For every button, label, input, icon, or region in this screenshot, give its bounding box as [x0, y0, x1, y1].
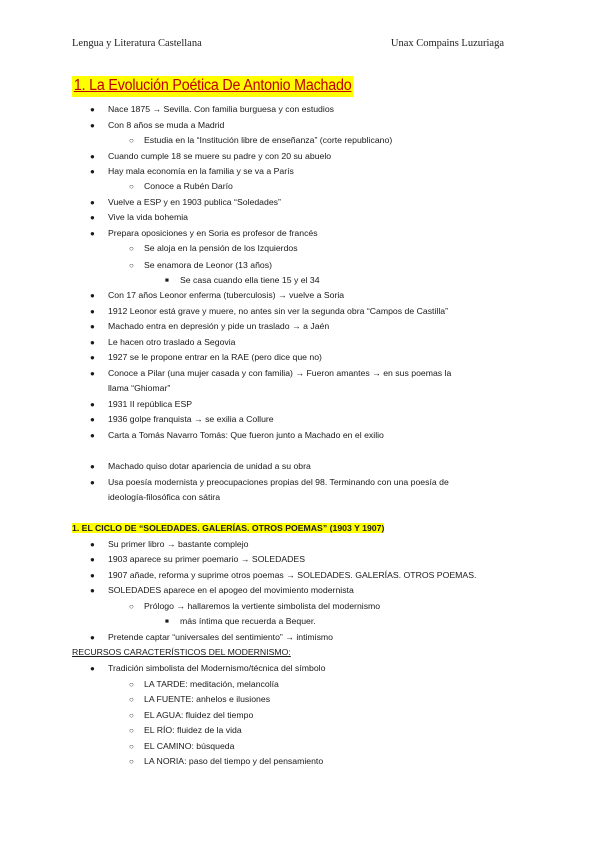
list-item: [165, 616, 316, 627]
bullet-icon: ○: [129, 757, 134, 766]
list-item: [90, 430, 384, 441]
list-item-text: 1931 II república ESP: [108, 399, 193, 409]
bullet-icon: ○: [129, 136, 134, 145]
subsection-heading: [72, 647, 291, 658]
list-item: [129, 710, 254, 721]
list-item: [90, 461, 311, 472]
list-item: [90, 368, 452, 379]
bullet-icon: ●: [90, 167, 95, 176]
list-item: [129, 243, 298, 254]
list-item-text: Machado entra en depresión y pide un traslado → a Jaén: [108, 321, 330, 331]
list-item: [90, 414, 274, 425]
list-item-text: Su primer libro → bastante complejo: [108, 539, 249, 549]
list-item: [90, 212, 189, 223]
list-item-text: EL CAMINO: búsqueda: [144, 741, 235, 751]
list-item-text: LA FUENTE: anhelos e ilusiones: [144, 694, 271, 704]
list-item: [90, 352, 322, 363]
bullet-icon: ●: [90, 198, 95, 207]
list-item: [90, 321, 330, 332]
bullet-icon: ●: [90, 540, 95, 549]
list-item: [165, 275, 320, 286]
header-author: Unax Compains Luzuriaga: [390, 38, 504, 49]
bullet-icon: ○: [129, 726, 134, 735]
document-title: 1. La Evolución Poética De Antonio Machado: [72, 76, 353, 97]
bullet-icon: ●: [90, 322, 95, 331]
bullet-icon: ●: [90, 213, 95, 222]
list-item: [90, 632, 334, 643]
list-item: [90, 104, 334, 115]
list-item: [108, 492, 220, 503]
bullet-icon: ●: [90, 571, 95, 580]
list-item-text: 1927 se le propone entrar en la RAE (pero dice que no): [108, 352, 322, 362]
list-item: [90, 228, 318, 239]
list-item: [90, 585, 354, 596]
list-item: [129, 181, 233, 192]
list-item-text: Conoce a Rubén Darío: [144, 181, 233, 191]
section-heading: [72, 523, 384, 534]
list-item-text: EL RÍO: fluidez de la vida: [144, 725, 242, 735]
list-item-text: 1912 Leonor está grave y muere, no antes sin ver la segunda obra “Campos de Castilla”: [108, 306, 448, 316]
bullet-icon: ●: [90, 152, 95, 161]
list-item: [108, 383, 170, 394]
bullet-icon: ●: [90, 369, 95, 378]
bullet-icon: ●: [90, 586, 95, 595]
bullet-icon: ●: [90, 291, 95, 300]
list-item: [90, 554, 306, 565]
list-item-text: Pretende captar “universales del sentimiento” → intimismo: [108, 632, 334, 642]
list-item-text: Se enamora de Leonor (13 años): [144, 260, 272, 270]
list-item-text: ideología-filosófica con sátira: [108, 492, 221, 502]
list-item: [90, 399, 193, 410]
list-item-text: Estudia en la “Institución libre de enseñanza” (corte republicano): [144, 135, 393, 145]
bullet-icon: ○: [129, 711, 134, 720]
list-item-text: LA NORIA: paso del tiempo y del pensamiento: [144, 756, 324, 766]
list-item-text: EL AGUA: fluidez del tiempo: [144, 710, 254, 720]
list-item: [90, 663, 326, 674]
list-item-text: SOLEDADES aparece en el apogeo del movimiento modernista: [108, 585, 354, 595]
bullet-icon: ○: [129, 182, 134, 191]
title-block: [72, 76, 378, 97]
list-item-text: Carta a Tomás Navarro Tomás: Que fueron junto a Machado en el exilio: [108, 430, 384, 440]
list-item-text: Conoce a Pilar (una mujer casada y con familia) → Fueron amantes → en sus poemas la: [108, 368, 452, 378]
list-item-text: Se casa cuando ella tiene 15 y el 34: [180, 275, 320, 285]
list-item-text: Nace 1875 → Sevilla. Con familia burguesa y con estudios: [108, 104, 334, 114]
list-item-text: Usa poesía modernista y preocupaciones propias del 98. Terminando con una poesía de: [108, 477, 449, 487]
page-header: [72, 38, 504, 52]
list-item-text: Prepara oposiciones y en Soria es profesor de francés: [108, 228, 318, 238]
bullet-icon: ○: [129, 244, 134, 253]
list-item: [129, 694, 271, 705]
list-item: [90, 477, 449, 488]
bullet-icon: ●: [90, 229, 95, 238]
list-item: [90, 166, 294, 177]
bullet-icon: ■: [165, 618, 169, 625]
bullet-icon: ○: [129, 602, 134, 611]
list-item: [129, 260, 272, 271]
list-item-text: Vive la vida bohemia: [108, 212, 189, 222]
list-item: [90, 120, 225, 131]
list-item: [90, 290, 345, 301]
bullet-icon: ○: [129, 261, 134, 270]
bullet-icon: ●: [90, 664, 95, 673]
bullet-icon: ○: [129, 695, 134, 704]
list-item-text: Hay mala economía en la familia y se va a París: [108, 166, 294, 176]
list-item-text: más íntima que recuerda a Bequer.: [180, 616, 316, 626]
bullet-icon: ●: [90, 478, 95, 487]
list-item-text: Le hacen otro traslado a Segovia: [108, 337, 236, 347]
list-item-text: Con 17 años Leonor enferma (tuberculosis) → vuelve a Soria: [108, 290, 345, 300]
bullet-icon: ●: [90, 400, 95, 409]
header-subject: Lengua y Literatura Castellana: [72, 38, 202, 49]
list-item-text: LA TARDE: meditación, melancolía: [144, 679, 279, 689]
bullet-icon: ○: [129, 680, 134, 689]
bullet-icon: ●: [90, 307, 95, 316]
bullet-icon: ●: [90, 633, 95, 642]
bullet-icon: ●: [90, 353, 95, 362]
list-item: [90, 337, 236, 348]
list-item: [129, 601, 381, 612]
list-item: [129, 679, 279, 690]
list-item: [129, 725, 242, 736]
bullet-icon: ○: [129, 742, 134, 751]
list-item: [90, 539, 249, 550]
list-item-text: 1903 aparece su primer poemario → SOLEDADES: [108, 554, 306, 564]
bullet-icon: ●: [90, 462, 95, 471]
list-item-text: llama “Ghiomar”: [108, 383, 171, 393]
list-item-text: Se aloja en la pensión de los Izquierdos: [144, 243, 298, 253]
list-item: [90, 306, 448, 317]
bullet-icon: ●: [90, 105, 95, 114]
list-item-text: 1. EL CICLO DE “SOLEDADES. GALERÍAS. OTROS POEMAS” (1903 Y 1907): [72, 523, 385, 533]
list-item: [129, 741, 235, 752]
list-item: [90, 151, 332, 162]
bullet-icon: ●: [90, 415, 95, 424]
list-item-text: Prólogo → hallaremos la vertiente simbolista del modernismo: [144, 601, 381, 611]
list-item: [90, 197, 281, 208]
list-item: [90, 570, 477, 581]
list-item-text: Tradición simbolista del Modernismo/técnica del símbolo: [108, 663, 326, 673]
list-item-text: 1936 golpe franquista → se exilia a Collure: [108, 414, 274, 424]
list-item-text: RECURSOS CARACTERÍSTICOS DEL MODERNISMO:: [72, 647, 291, 657]
list-item: [129, 135, 393, 146]
list-item-text: Con 8 años se muda a Madrid: [108, 120, 225, 130]
bullet-icon: ●: [90, 431, 95, 440]
list-item-text: Machado quiso dotar apariencia de unidad a su obra: [108, 461, 311, 471]
bullet-icon: ●: [90, 338, 95, 347]
list-item-text: Vuelve a ESP y en 1903 publica “Soledades”: [108, 197, 281, 207]
bullet-icon: ●: [90, 555, 95, 564]
bullet-icon: ■: [165, 277, 169, 284]
list-item: [129, 756, 324, 767]
list-item-text: 1907 añade, reforma y suprime otros poemas → SOLEDADES. GALERÍAS. OTROS POEMAS.: [108, 570, 477, 580]
bullet-icon: ●: [90, 121, 95, 130]
list-item-text: Cuando cumple 18 se muere su padre y con 20 su abuelo: [108, 151, 332, 161]
